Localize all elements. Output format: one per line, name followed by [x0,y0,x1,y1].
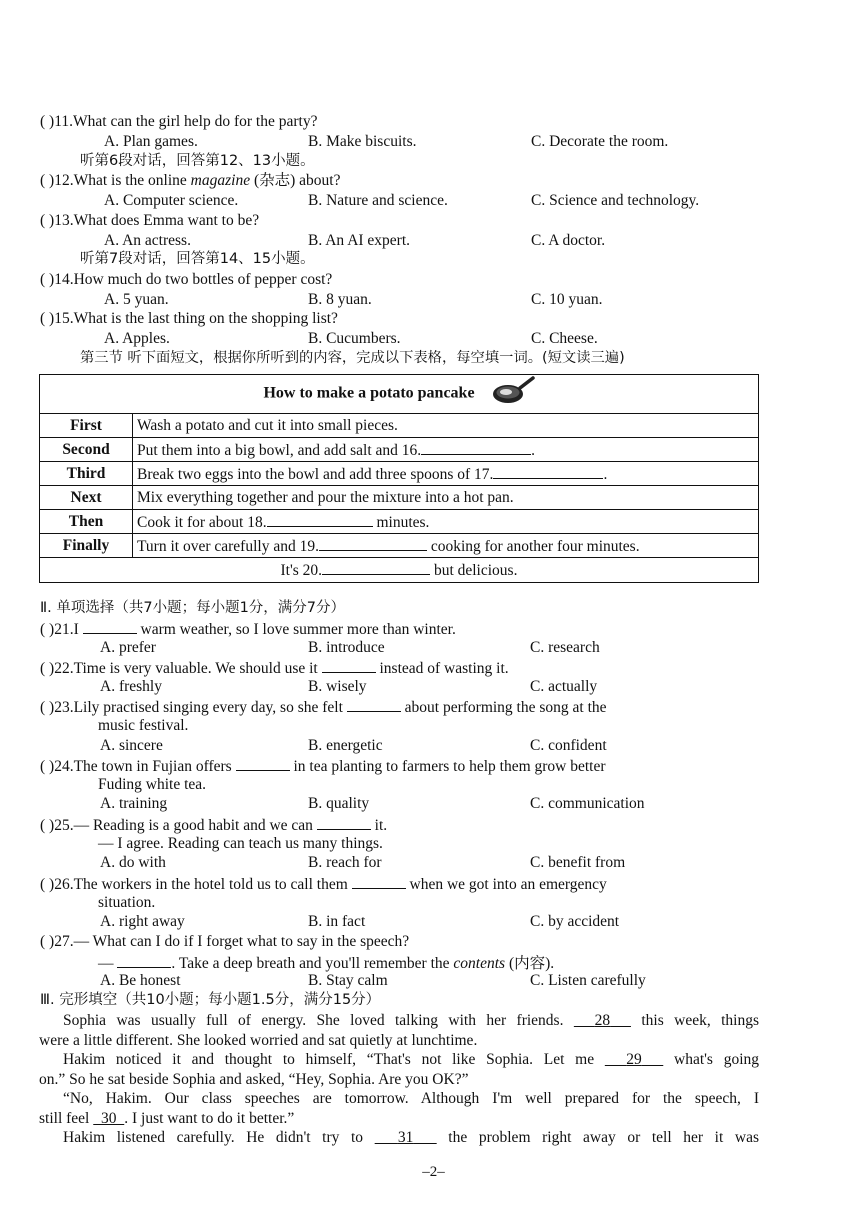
para-line [39,1128,759,1148]
answer-bracket[interactable]: ( ) [40,817,55,834]
question-stem-line-2: music festival. [98,717,189,734]
italic-word: contents [453,955,506,972]
frying-pan-icon [491,376,535,412]
para-text: . I just want to do it better.” [124,1109,295,1127]
option-b: B. wisely [308,678,367,695]
option-a: A. Plan games. [104,133,198,150]
step-text-content: Mix everything together and pour the mixture into a hot pan. [137,488,514,506]
question-stem: How much do two bottles of pepper cost? [73,271,333,288]
option-b: B. Make biscuits. [308,133,417,150]
para-line [39,1109,759,1129]
instruction-dialogue-6: 听第6段对话，回答第12、13小题。 [80,153,315,169]
cloze-paragraph-2 [39,1050,759,1089]
answer-bracket[interactable]: ( ) [40,172,55,189]
question-number: 23. [54,699,74,716]
step-text-end: cooking for another four minutes. [426,537,640,555]
option-a: A. training [100,795,168,812]
option-a: A. Be honest [100,972,181,989]
option-b: B. An AI expert. [308,232,411,249]
question-stem-line-2: Fuding white tea. [98,776,207,793]
question-15 [40,309,338,329]
para-text: Hakim listened carefully. He didn't try to [63,1129,375,1146]
question-number: 15. [54,310,74,327]
option-c: C. Decorate the room. [531,133,669,150]
table-row [40,486,759,510]
para-line [39,1050,759,1070]
option-b: B. 8 yuan. [308,291,372,308]
answer-blank-21[interactable] [83,618,137,634]
blank-number: 29 [626,1051,642,1068]
question-stem: What is the online [73,172,191,189]
step-label: Finally [40,534,133,558]
instruction-dialogue-7: 听第7段对话，回答第14、15小题。 [80,251,315,267]
summary-cell [40,558,759,583]
step-text-content: Wash a potato and cut it into small pieces. [137,416,398,434]
question-stem-end: warm weather, so I love summer more than winter. [136,621,456,638]
question-stem: Lily practised singing every day, so she felt [73,699,347,716]
para-text: this week, things [630,1012,760,1029]
question-stem: What does Emma want to be? [73,212,260,229]
answer-blank-16[interactable] [421,439,531,455]
question-13 [40,211,259,231]
option-c: C. benefit from [530,854,626,871]
table-row-summary [40,558,759,583]
question-stem: What is the last thing on the shopping list? [73,310,338,327]
para-line: were a little different. She looked worried and sat quietly at lunchtime. [39,1031,478,1049]
option-c: C. Cheese. [531,330,598,347]
question-stem: What can the girl help do for the party? [73,113,318,130]
question-11 [40,112,317,132]
answer-bracket[interactable]: ( ) [40,621,55,638]
answer-bracket[interactable]: ( ) [40,212,55,229]
part-2-heading: Ⅱ. 单项选择（共7小题；每小题1分，满分7分） [40,600,346,616]
para-text: still feel [39,1109,94,1127]
answer-bracket[interactable]: ( ) [40,660,55,677]
step-text-content: Cook it for about 18. [137,513,267,531]
answer-blank-19[interactable] [319,535,427,551]
question-stem-end: it. [370,817,388,834]
question-number: 14. [54,271,74,288]
answer-blank-22[interactable] [322,657,376,673]
option-a: A. do with [100,854,166,871]
step-text [133,438,759,462]
question-stem: — Reading is a good habit and we can [73,817,317,834]
question-number: 25. [54,817,74,834]
option-a: A. An actress. [104,232,191,249]
step-text [133,510,759,534]
question-number: 27. [54,933,74,950]
question-number: 22. [54,660,74,677]
line-2-text: . Take a deep breath and you'll remember the [171,955,454,972]
cloze-blank-30[interactable] [93,1110,124,1127]
option-a: A. Apples. [104,330,170,347]
option-c: C. Science and technology. [531,192,700,209]
answer-blank-24[interactable] [236,755,290,771]
question-number: 11. [54,113,74,130]
answer-bracket[interactable]: ( ) [40,699,55,716]
question-stem: — What can I do if I forget what to say in the speech? [73,933,410,950]
answer-blank-17[interactable] [493,463,603,479]
option-c: C. by accident [530,913,620,930]
question-23 [40,696,607,718]
option-a: A. right away [100,913,185,930]
step-text-content: Turn it over carefully and 19. [137,537,319,555]
question-stem-end: (杂志) about? [250,172,341,189]
step-label: Next [40,486,133,510]
table-row [40,510,759,534]
line-2-end: (内容). [505,955,555,972]
answer-blank-26[interactable] [352,873,406,889]
question-22 [40,657,509,679]
step-text-end: . [603,465,608,483]
question-stem-end: when we got into an emergency [405,876,607,893]
option-c: C. actually [530,678,598,695]
option-a: A. Computer science. [104,192,239,209]
part-3-heading: Ⅲ. 完形填空（共10小题；每小题1.5分，满分15分） [40,992,381,1008]
question-12 [40,171,340,191]
question-stem-line-2: situation. [98,894,156,911]
option-b: B. reach for [308,854,382,871]
question-number: 12. [54,172,74,189]
question-stem-end: about performing the song at the [400,699,607,716]
question-21 [40,618,456,640]
answer-bracket[interactable]: ( ) [40,310,55,327]
option-c: C. A doctor. [531,232,606,249]
option-b: B. in fact [308,913,366,930]
option-b: B. Nature and science. [308,192,448,209]
cloze-blank-29[interactable] [605,1051,663,1068]
option-a: A. prefer [100,639,156,656]
para-text: Sophia was usually full of energy. She loved talking with her friends. [63,1012,574,1029]
question-number: 13. [54,212,74,229]
question-stem-line-2: — I agree. Reading can teach us many things. [98,835,383,852]
summary-text: It's 20. [280,562,323,580]
step-text [133,414,759,438]
option-c: C. confident [530,737,607,754]
option-b: B. quality [308,795,370,812]
step-text-content: Put them into a big bowl, and add salt and 16. [137,441,422,459]
answer-bracket[interactable]: ( ) [40,271,55,288]
option-b: B. Stay calm [308,972,388,989]
question-stem: Time is very valuable. We should use it [73,660,322,677]
step-text-end: . [531,441,536,459]
step-text-content: Break two eggs into the bowl and add three spoons of 17. [137,465,494,483]
option-c: C. communication [530,795,645,812]
step-text [133,534,759,558]
question-25 [40,814,387,836]
answer-bracket[interactable]: ( ) [40,933,55,950]
answer-blank-20[interactable] [322,559,430,575]
question-number: 26. [54,876,74,893]
option-c: C. research [530,639,600,656]
blank-number: 28 [594,1012,611,1029]
table-row [40,414,759,438]
page-number: –2– [422,1164,445,1180]
blank-number: 30 [101,1109,117,1127]
option-c: C. Listen carefully [530,972,646,989]
cloze-blank-28[interactable] [574,1012,631,1029]
answer-bracket[interactable]: ( ) [40,758,55,775]
question-number: 21. [54,621,74,638]
table-title-cell [40,375,759,414]
step-label: First [40,414,133,438]
blank-number: 31 [397,1129,414,1146]
para-line [39,1011,759,1031]
question-24 [40,755,606,777]
question-stem: The workers in the hotel told us to call them [73,876,352,893]
summary-text-end: but delicious. [430,562,518,580]
question-number: 24. [54,758,74,775]
table-row [40,438,759,462]
step-label: Second [40,438,133,462]
question-stem-end: in tea planting to farmers to help them grow better [289,758,606,775]
cloze-paragraph-3 [39,1089,759,1128]
option-a: A. freshly [100,678,162,695]
question-stem: The town in Fujian offers [73,758,236,775]
question-26 [40,873,607,895]
step-text [133,486,759,510]
cloze-blank-31[interactable] [375,1129,437,1146]
step-text [133,462,759,486]
step-label: Then [40,510,133,534]
answer-blank-23[interactable] [347,696,401,712]
option-c: C. 10 yuan. [531,291,603,308]
section-3-heading: 第三节 听下面短文，根据你所听到的内容，完成以下表格，每空填一词。(短文读三遍) [80,350,625,366]
stem-italic-word: magazine [190,172,251,189]
option-b: B. introduce [308,639,385,656]
question-stem-end: instead of wasting it. [375,660,509,677]
cloze-paragraph-1 [39,1011,759,1050]
question-stem: I [73,621,83,638]
question-14 [40,270,332,290]
option-b: B. Cucumbers. [308,330,401,347]
para-text: what's going [663,1051,759,1068]
step-label: Third [40,462,133,486]
option-a: A. 5 yuan. [104,291,169,308]
dash: — [98,955,118,972]
question-27 [40,932,409,952]
table-row [40,462,759,486]
answer-blank-18[interactable] [267,511,373,527]
table-row [40,534,759,558]
step-text-end: minutes. [372,513,430,531]
para-line: on.” So he sat beside Sophia and asked, “Hey, Sophia. Are you OK?” [39,1070,469,1088]
recipe-table [39,374,759,583]
table-title: How to make a potato pancake [263,384,475,402]
para-text: Hakim noticed it and thought to himself, “That's not like Sophia. Let me [63,1051,605,1068]
answer-bracket[interactable]: ( ) [40,113,55,130]
para-line: “No, Hakim. Our class speeches are tomorrow. Although I'm well prepared for the speech, I [63,1090,759,1107]
cloze-paragraph-4 [39,1128,759,1148]
option-b: B. energetic [308,737,383,754]
option-a: A. sincere [100,737,163,754]
answer-blank-25[interactable] [317,814,371,830]
para-text: the problem right away or tell her it was [436,1129,760,1146]
answer-blank-27[interactable] [117,952,171,968]
answer-bracket[interactable]: ( ) [40,876,55,893]
